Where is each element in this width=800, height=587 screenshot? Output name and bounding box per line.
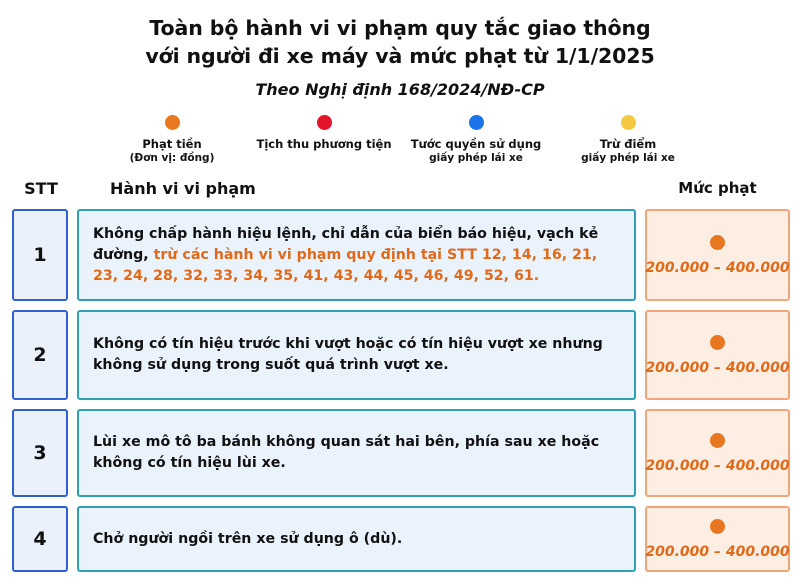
table-row [12, 310, 790, 400]
row-fine-amount: 200.000 – 400.000 [645, 543, 790, 560]
orange-dot-icon [710, 433, 725, 448]
row-behavior-text [93, 224, 624, 287]
row-fine-cell [645, 209, 790, 301]
row-behavior-text [93, 334, 624, 376]
table-row [12, 209, 790, 301]
table-row [12, 506, 790, 572]
legend-item-deduct-points [552, 115, 704, 166]
legend-label-fine: Phạt tiền [142, 136, 202, 151]
row-fine-cell [645, 310, 790, 400]
row-fine-amount: 200.000 – 400.000 [645, 259, 790, 276]
legend-sub-fine: (Đơn vị: đồng) [129, 151, 215, 164]
row-fine-amount: 200.000 – 400.000 [645, 359, 790, 376]
row-behavior-text [93, 432, 624, 474]
column-header-stt: STT [24, 179, 58, 199]
legend-item-fine [96, 115, 248, 166]
violations-table [0, 209, 800, 572]
row-behavior-text [93, 529, 402, 550]
red-dot-icon [317, 115, 332, 130]
legend-label-suspend-license: Tước quyền sử dụng [410, 136, 542, 151]
yellow-dot-icon [621, 115, 636, 130]
header [0, 0, 800, 99]
legend-label-confiscate: Tịch thu phương tiện [256, 136, 392, 151]
orange-dot-icon [710, 235, 725, 250]
legend-label-deduct-points: Trừ điểm [599, 136, 657, 151]
row-behavior-cell [77, 209, 636, 301]
legend-item-suspend-license [400, 115, 552, 166]
row-behavior-plain: Chở người ngồi trên xe sử dụng ô (dù). [93, 530, 403, 547]
row-behavior-highlight: trừ các hành vi vi phạm quy định tại STT 12, 14, 16, 21, 23, 24, 28, 32, 33, 34, 35, 41, 43, 44, 45, 46, 49, 52, 61. [93, 246, 598, 284]
legend-item-confiscate [248, 115, 400, 152]
row-fine-cell [645, 506, 790, 572]
legend [0, 115, 800, 166]
blue-dot-icon [469, 115, 484, 130]
row-number: 3 [12, 409, 68, 497]
page-subtitle: Theo Nghị định 168/2024/NĐ-CP [255, 79, 545, 99]
page-title-line-2: với người đi xe máy và mức phạt từ 1/1/2025 [145, 44, 655, 69]
row-behavior-cell [77, 310, 636, 400]
orange-dot-icon [710, 335, 725, 350]
row-number: 4 [12, 506, 68, 572]
table-column-headers [0, 179, 800, 205]
column-header-fine: Mức phạt [678, 179, 757, 198]
orange-dot-icon [165, 115, 180, 130]
row-behavior-plain: Không có tín hiệu trước khi vượt hoặc có tín hiệu vượt xe nhưng không sử dụng trong suốt quá trình vượt xe. [93, 336, 603, 374]
legend-sub-suspend-license: giấy phép lái xe [429, 151, 523, 164]
row-behavior-cell [77, 506, 636, 572]
table-row [12, 409, 790, 497]
column-header-behavior: Hành vi vi phạm [110, 179, 256, 199]
row-number: 1 [12, 209, 68, 301]
row-number: 2 [12, 310, 68, 400]
row-behavior-plain: Không chấp hành hiệu lệnh, chỉ dẫn của biển báo hiệu, vạch kẻ đường, [93, 225, 599, 263]
page-title-line-1: Toàn bộ hành vi vi phạm quy tắc giao thông [149, 16, 651, 40]
row-fine-cell [645, 409, 790, 497]
row-fine-amount: 200.000 – 400.000 [645, 457, 790, 474]
row-behavior-cell [77, 409, 636, 497]
orange-dot-icon [710, 519, 725, 534]
legend-sub-deduct-points: giấy phép lái xe [581, 151, 675, 164]
row-behavior-plain: Lùi xe mô tô ba bánh không quan sát hai bên, phía sau xe hoặc không có tín hiệu lùi xe. [93, 434, 600, 472]
